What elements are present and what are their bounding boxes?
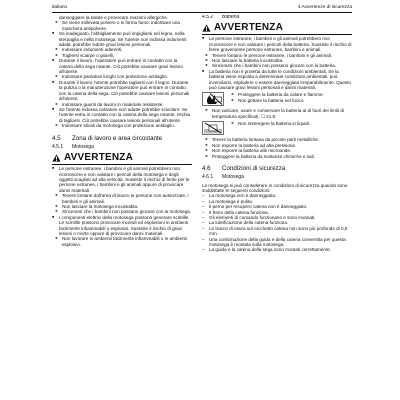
right-list-1	[202, 36, 352, 90]
right-column	[202, 15, 352, 398]
list-item: ■ Durante il lavoro l'utente potrebbe tagliarsi con il legno. Durante la pulizia o la manutenzione l'operatore può entrare in contatto con la catena della sega. Ciò potrebbe causare lesioni personali all'utente.	[52, 80, 192, 102]
list-item: ► Non esporre la batteria alle microonde.	[202, 148, 352, 153]
liquid-warning-figure	[202, 121, 352, 135]
list-item: ► Indossare guanti da lavoro in materiale resistente.	[52, 102, 192, 107]
subsection-number: 4.5.1	[52, 143, 64, 150]
list-item: ► Tenere lontano le persone estranee, i bambini e gli animali.	[202, 53, 352, 58]
section-heading-4-6	[202, 165, 352, 172]
battery-in-fire-icon	[202, 92, 224, 106]
subsection-title: Motosega	[72, 143, 94, 150]
list-item: ► Non immergere la batteria in liquidi.	[228, 121, 352, 126]
warning-heading	[52, 152, 192, 163]
section-heading-4-5	[52, 135, 192, 142]
list-item: ■ La batteria non è protetta da tutte le condizioni ambientali. Se la batteria viene esposta a determinate condizioni ambientali, può incendiarsi, esplodere o essere danneggiata irreparabilmente. Questo può causare gravi lesioni personali e danni materiali.	[202, 69, 352, 91]
warning-rule	[52, 164, 192, 165]
liquid-warning-list	[228, 121, 352, 126]
battery-in-water-icon	[202, 121, 224, 135]
list-item: ► Tenere la batteria lontana da piccole parti metalliche.	[202, 137, 352, 142]
list-item: ► Proteggere la batteria da sostanze chimiche e sali.	[202, 154, 352, 159]
header-rule	[52, 12, 352, 13]
list-item: ► Non caricare, usare e conservare la batteria al di fuori dei limiti di temperatura specificati, ☐ 21.5.	[202, 108, 352, 119]
left-list-1	[52, 15, 192, 129]
list-item: ► Indossare stivali da motosega con protezione antitaglio.	[52, 123, 192, 128]
fire-warning-figure	[202, 92, 352, 106]
list-item: – La guida e la catena della sega sono montati correttamente.	[202, 247, 352, 252]
fire-warning-list	[228, 92, 352, 103]
list-item: ► Togliersi sciarpe o gioielli.	[52, 53, 192, 58]
list-item: ► Indossare indumenti aderenti.	[52, 47, 192, 52]
right-list-2	[202, 108, 352, 119]
safety-conditions-list	[202, 193, 352, 252]
list-item: danneggiare la salute e provocare reazioni allergiche.	[59, 15, 169, 20]
list-item: ■ I componenti elettrici della motosega possono generare scintille. Le scintille possono provocare incendi ed esplosioni in ambienti facilmente infiammabili o esplosivi. Sussiste il rischio di gravi lesioni o morte oppure di provocare danni materiali.	[52, 215, 192, 237]
list-item: ■ Durante il lavoro, l'operatore può entrare in contatto con la catena della sega rotante. Ciò potrebbe causare gravi lesioni all'utente.	[52, 58, 192, 74]
subsection-number: 4.5.2	[202, 15, 214, 20]
warning-rule	[202, 34, 352, 35]
list-item: ■ Le persone estranee, i bambini e gli animali potrebbero non riconoscere e non valutare i pericoli della motosega e degli oggetti scagliati ad alta velocità. Sussiste il rischio di ferite per le persone estranee, i bambini e gli animali oppure di provocare danni materiali.	[52, 166, 192, 193]
list-item: ► Se viene sollevata polvere o si forma fumo: indossare una maschera antipolvere.	[52, 20, 192, 31]
section-title: Zona di lavoro e area circostante	[72, 134, 163, 142]
list-item: ► Non lasciare la motosega incustodita.	[52, 204, 192, 209]
list-item: – Gli elementi di comando funzionano e sono invariati.	[202, 215, 352, 220]
list-item: – Le tracce di usura sul rocchetto catena non sono più profonde di 0,5 mm.	[202, 226, 352, 237]
list-item: ► Proteggere la batteria da calore e fiamme.	[228, 92, 352, 97]
section-title: Condizioni di sicurezza	[222, 164, 286, 172]
list-item: ■ Le persone estranee, i bambini e gli animali potrebbero non riconoscere e non valutare i pericoli della batteria. Sussiste il rischio di ferire gravemente persone estranee, bambini e animali.	[202, 36, 352, 52]
page-header	[52, 4, 352, 11]
list-item: ► Sincerarsi che i bambini non possano giocare con la motosega.	[52, 209, 192, 214]
safety-conditions-intro: La motosega si può considerare in condizioni di sicurezza quando sono soddisfatte le seguenti condizioni:	[202, 182, 348, 193]
subsection-title: Batteria	[222, 15, 240, 20]
subsection-heading-4-5-2	[202, 15, 352, 20]
list-item: – Il freno della catena funziona.	[202, 210, 352, 215]
warning-heading	[202, 22, 352, 33]
subsection-heading-4-5-1	[52, 145, 192, 150]
list-item: – La motosega è pulita.	[202, 199, 352, 204]
left-list-2	[52, 166, 192, 247]
subsection-title: Motosega	[222, 174, 244, 181]
list-item: ► Non gettare la batteria nel fuoco.	[228, 98, 352, 103]
list-item: – Una combinazione della guida e della catena consentita per questa motosega è montata sulla motosega.	[202, 237, 352, 248]
left-column	[52, 15, 192, 398]
list-item: ► Non lasciare la batteria incustodita.	[202, 58, 352, 63]
list-item: – Il perno per recupero catena non è danneggiato.	[202, 204, 352, 209]
list-item: ► Non esporre la batteria ad alta pressione.	[202, 143, 352, 148]
list-item: – La lubrificazione della catena funziona.	[202, 220, 352, 225]
warning-word: AVVERTENZA	[214, 22, 284, 34]
warning-triangle-icon	[52, 154, 61, 162]
subsection-heading-4-6-1	[202, 175, 352, 180]
list-item: ► Tenere lontane dall'area di lavoro le persone non autorizzate, i bambini e gli animali.	[52, 193, 192, 204]
list-item: ► Non lavorare in ambienti facilmente infiammabili o in ambienti esplosivi.	[52, 236, 192, 247]
list-item: ► Sincerarsi che i bambini non possano giocare con la batteria.	[202, 63, 352, 68]
section-number: 4.5	[52, 134, 61, 142]
list-item: ► Indossare pantaloni lunghi con protezione antitaglio.	[52, 74, 192, 79]
list-item: ■ Se l'utente indossa calzature non adatte potrebbe scivolare. Se l'utente entra in contatto con la catena della sega rotante, rischia di tagliarsi. Ciò potrebbe causare lesioni personali all'utente.	[52, 107, 192, 123]
list-item: – La motosega non è danneggiata.	[202, 193, 352, 198]
warning-word: AVVERTENZA	[64, 152, 134, 164]
section-number: 4.6	[202, 164, 211, 172]
subsection-number: 4.6.1	[202, 174, 214, 181]
header-chapter: 4 Avvertenze di sicurezza	[297, 4, 352, 10]
right-list-3	[202, 137, 352, 159]
warning-triangle-icon	[202, 24, 211, 32]
header-language: italiano	[52, 4, 68, 10]
list-item: ■ Se inadeguato, l'abbigliamento può impigliarsi nel legno, nella sterpaglia e nella motosega. Se l'utente non indossa indumenti adatti, potrebbe subire gravi lesioni personali.	[52, 31, 192, 47]
